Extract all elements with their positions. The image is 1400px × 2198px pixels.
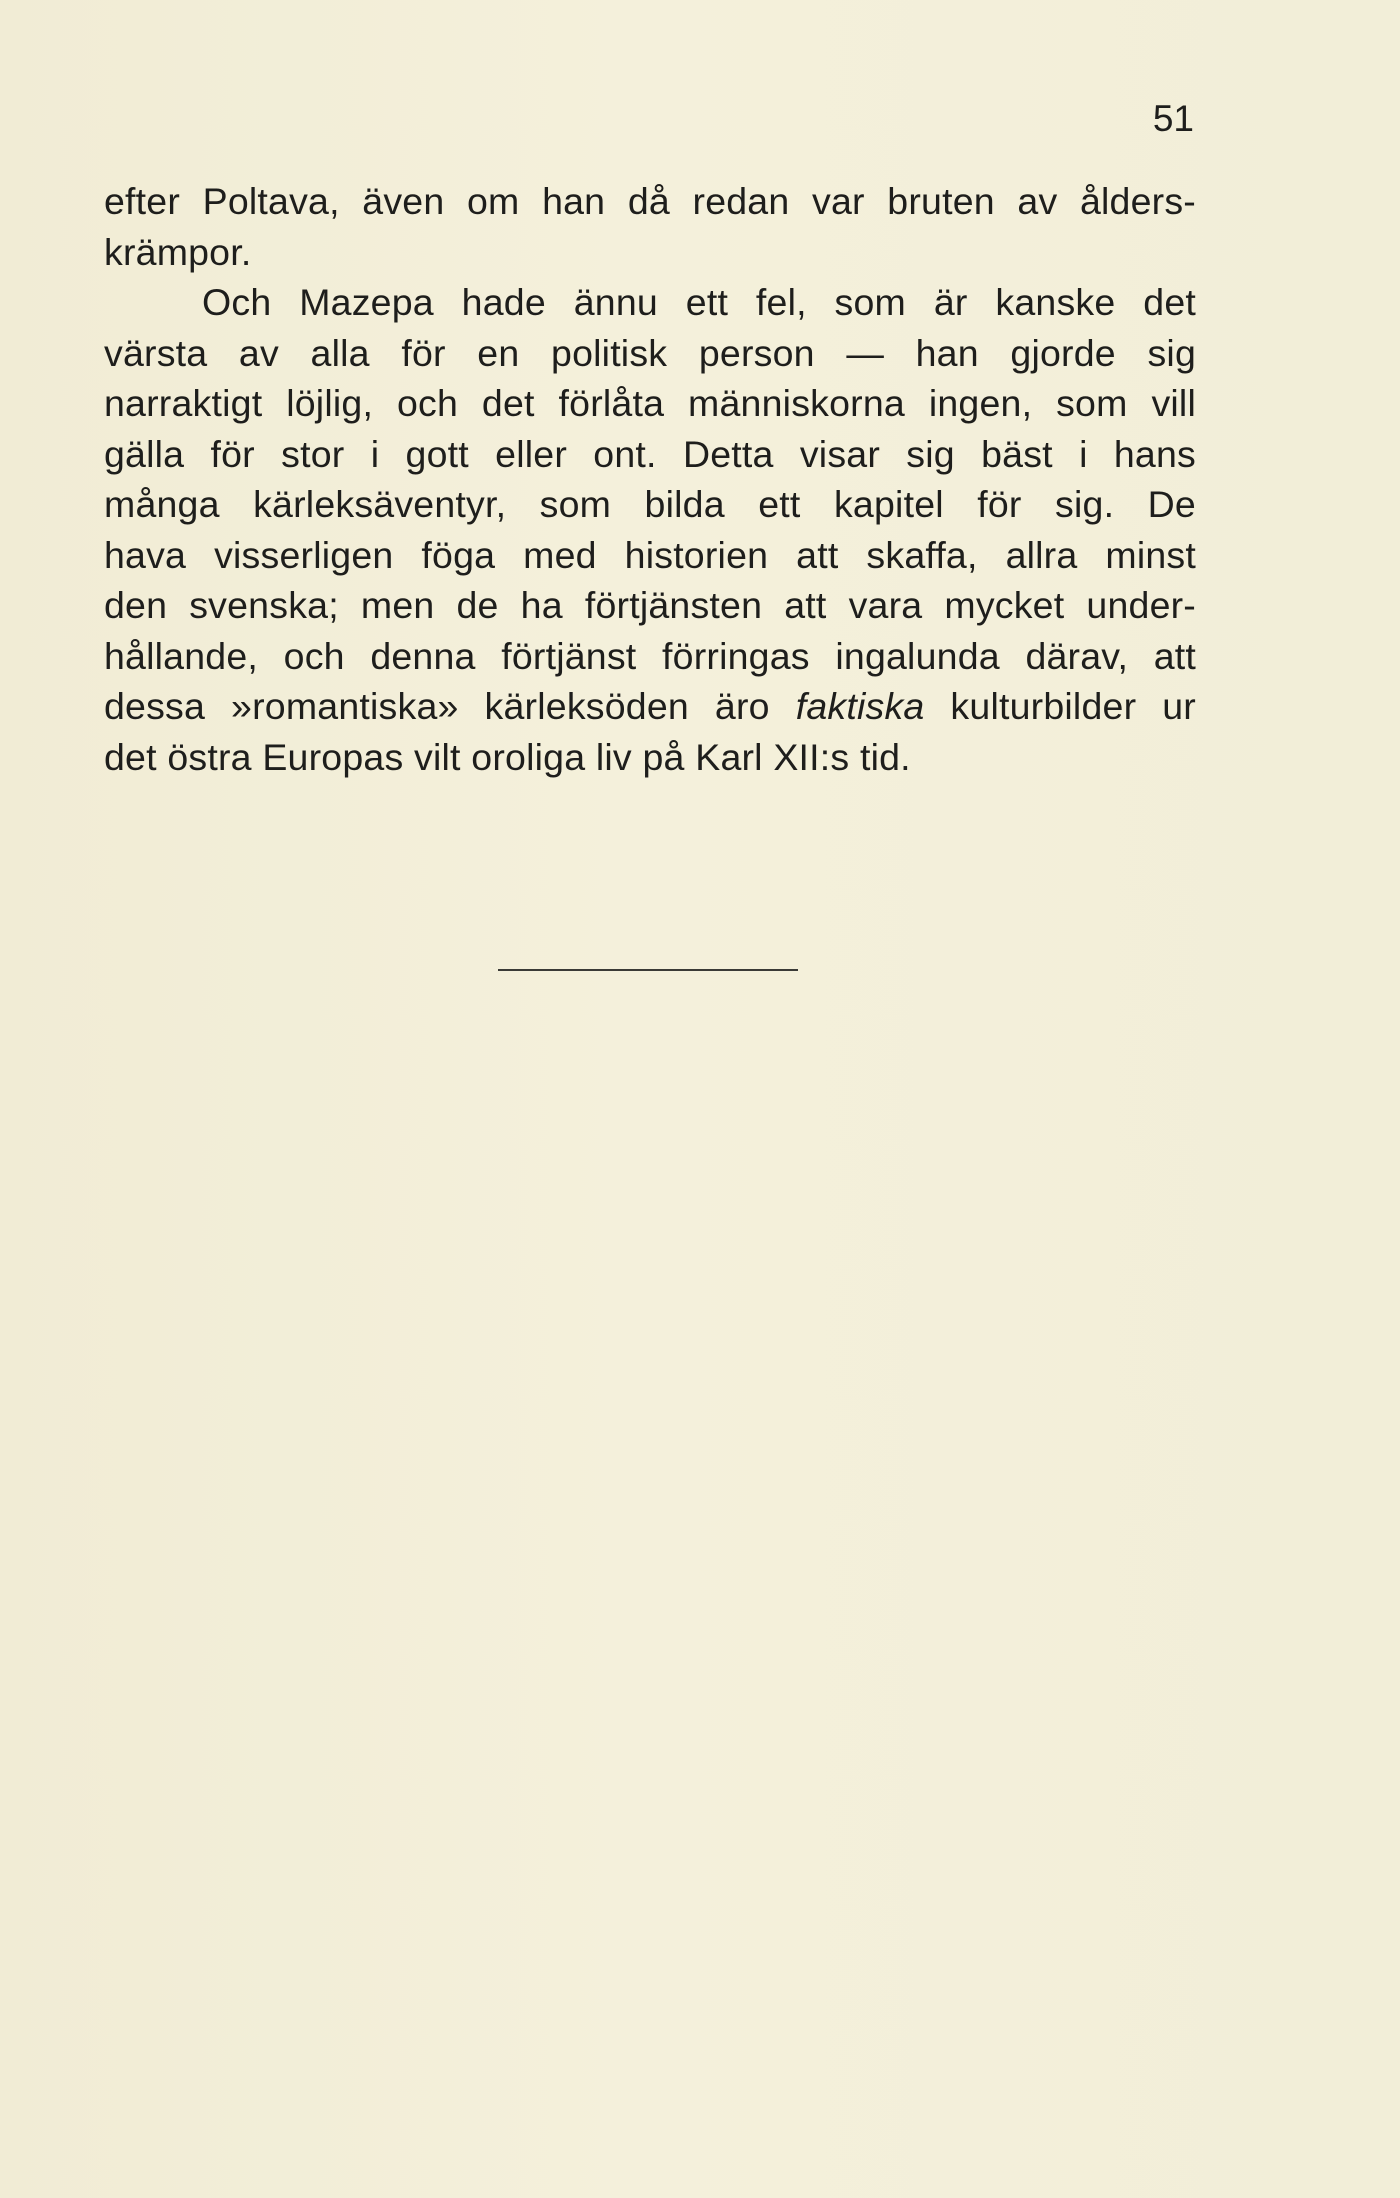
text-line: värsta av alla för en politisk person — han gjorde sig	[104, 331, 1196, 374]
page-number: 51	[1152, 98, 1194, 139]
text-segment: dessa »romantiska» kärleksöden äro	[104, 685, 796, 727]
text-line: hållande, och denna förtjänst förringas ingalunda därav, att	[104, 634, 1196, 677]
italic-word: faktiska	[795, 685, 925, 727]
body-text	[104, 176, 1196, 782]
section-divider	[498, 969, 798, 971]
text-line: Och Mazepa hade ännu ett fel, som är kanske det	[202, 281, 1196, 323]
text-line-with-italic	[104, 681, 1196, 732]
text-line: hava visserligen föga med historien att skaffa, allra minst	[104, 533, 1196, 576]
text-line: gälla för stor i gott eller ont. Detta visar sig bäst i hans	[104, 432, 1196, 475]
text-line: många kärleksäventyr, som bilda ett kapitel för sig. De	[104, 483, 1196, 525]
text-line: det östra Europas vilt oroliga liv på Karl XII:s tid.	[104, 735, 911, 778]
text-line: den svenska; men de ha förtjänsten att vara mycket under-	[104, 584, 1196, 626]
text-line: narraktigt löjlig, och det förlåta människorna ingen, som vill	[104, 382, 1196, 424]
text-line: efter Poltava, även om han då redan var bruten av ålders-	[104, 180, 1196, 222]
text-segment: kulturbilder ur	[924, 685, 1196, 727]
text-line: krämpor.	[104, 230, 252, 273]
